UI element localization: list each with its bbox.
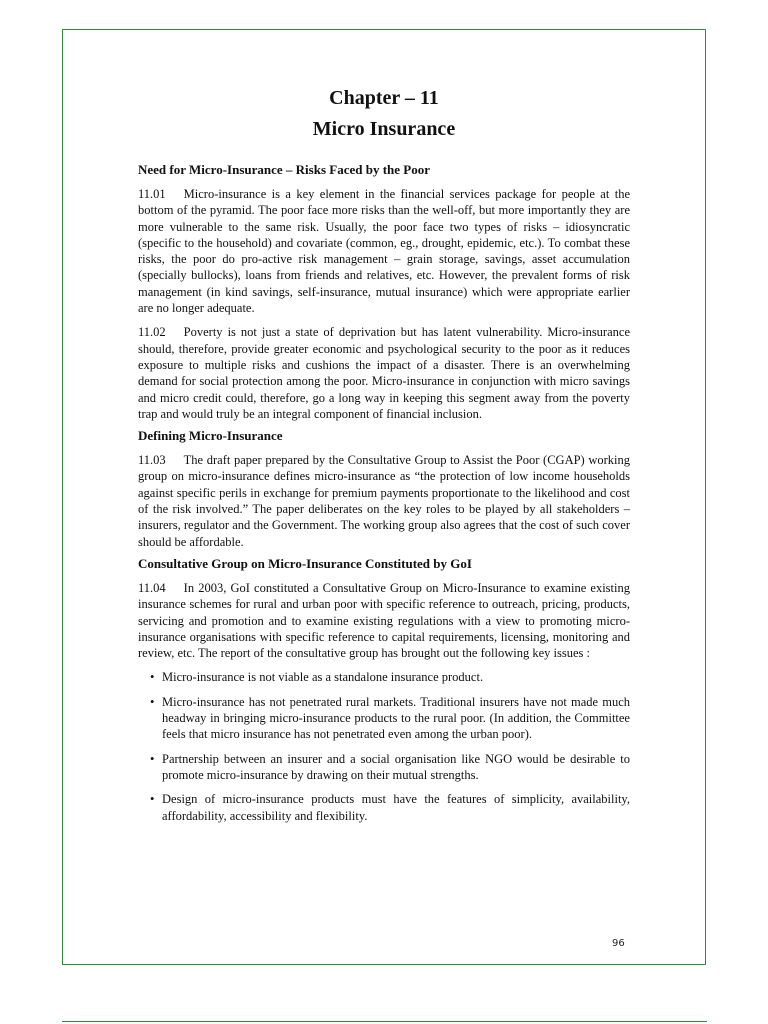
paragraph-number: 11.04 [138, 580, 166, 595]
list-item-text: Partnership between an insurer and a social organisation like NGO would be desirable to promote micro-insurance by drawing on their mutual strengths. [162, 751, 630, 782]
bullet-icon: • [150, 670, 155, 685]
paragraph-11-02 [138, 324, 630, 422]
list-item [138, 751, 630, 784]
paragraph-number: 11.01 [138, 187, 166, 201]
section-heading-consultative: Consultative Group on Micro-Insurance Constituted by GoI [138, 555, 472, 571]
key-issues-list [138, 669, 630, 823]
list-item-text: Design of micro-insurance products must have the features of simplicity, availability, affordability, accessibility and flexibility. [162, 792, 630, 823]
page-number: 96 [612, 938, 625, 949]
paragraph-number: 11.02 [138, 325, 166, 340]
paragraph-11-03 [138, 452, 630, 550]
paragraph-text: Poverty is not just a state of deprivation but has latent vulnerability. Micro-insurance should, therefore, provide greater economic and psychological security to the poor as it reduces exposure to multiple risks and cushions the impact of a disaster. There is an overwhelming demand for social protection among the poor. Micro-insurance in conjunction with micro savings and micro credit could, therefore, go a long way in keeping this segment away from the poverty trap and would truly be an integral component of financial inclusion. [138, 325, 630, 421]
section-heading-defining: Defining Micro-Insurance [138, 428, 283, 444]
chapter-title: Micro Insurance [312, 118, 456, 140]
paragraph-number: 11.03 [138, 453, 166, 468]
paragraph-11-01 [138, 186, 630, 316]
list-item [138, 694, 630, 743]
bullet-icon: • [150, 792, 155, 807]
chapter-number: Chapter – 11 [329, 87, 439, 109]
list-item [138, 669, 630, 685]
bullet-icon: • [150, 694, 155, 709]
list-item-text: Micro-insurance is not viable as a standalone insurance product. [162, 670, 484, 685]
list-item [138, 791, 630, 824]
next-page-frame-edge [62, 1021, 707, 1022]
bullet-icon: • [150, 751, 155, 766]
paragraph-11-04 [138, 580, 630, 661]
paragraph-text: Micro-insurance is a key element in the financial services package for people at the bottom of the pyramid. The poor face more risks than the well-off, but more importantly they are more vulnerable to the same risk. Usually, the poor face two types of risks – idiosyncratic (specific to the household) and covariate (common, eg., drought, epidemic, etc.). To combat these risks, the poor do pro-active risk management – grain storage, savings, asset accumulation (specially bullocks), loans from friends and relatives, etc. However, the prevalent forms of risk management (in kind savings, self-insurance, mutual insurance) which were appropriate earlier are no longer adequate. [138, 187, 630, 316]
paragraph-text: The draft paper prepared by the Consultative Group to Assist the Poor (CGAP) working group on micro-insurance defines micro-insurance as “the protection of low income households against specific perils in exchange for premium payments proportionate to the likelihood and cost of the risk involved.” The paper deliberates on the key roles to be played by all stakeholders – insurers, regulator and the Government. The working group also agrees that the cost of such cover should be affordable. [138, 453, 630, 549]
paragraph-text: In 2003, GoI constituted a Consultative Group on Micro-Insurance to examine existing insurance schemes for rural and urban poor with specific reference to outreach, pricing, products, servicing and promotion and to examine existing regulations with a view to promoting micro-insurance organisations with specific reference to capital requirements, licensing, monitoring and review, etc. The report of the consultative group has brought out the following key issues : [138, 580, 630, 661]
section-heading-need: Need for Micro-Insurance – Risks Faced by the Poor [138, 162, 430, 177]
document-body [138, 84, 630, 832]
list-item-text: Micro-insurance has not penetrated rural markets. Traditional insurers have not made much headway in bringing micro-insurance products to the rural poor. (In addition, the Committee feels that micro insurance has not penetrated even among the urban poor). [162, 694, 630, 742]
